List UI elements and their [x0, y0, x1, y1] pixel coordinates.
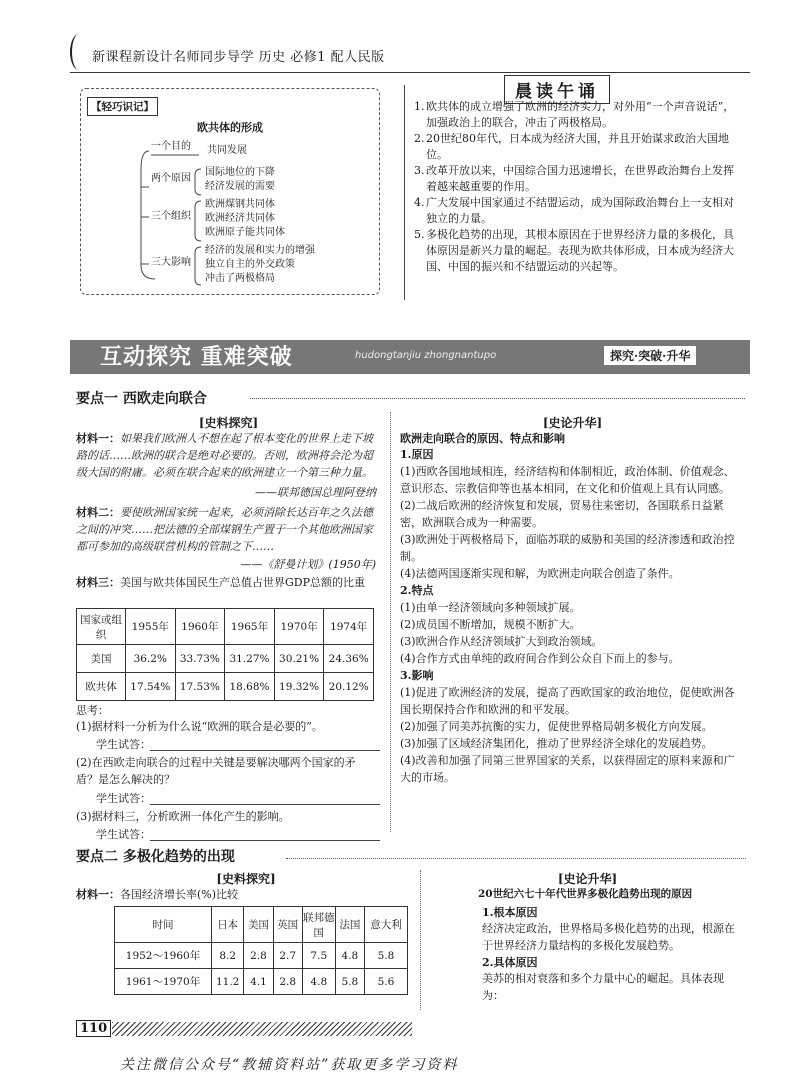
memo-item: 冲击了两极格局	[205, 273, 275, 284]
banner-tag: 探究·突破·升华	[604, 346, 696, 365]
table-header: 时间	[115, 907, 212, 943]
table-header: 1970年	[274, 609, 324, 645]
recite-box	[404, 75, 744, 300]
list-item: 3. 改革开放以来，中国综合国力迅速增长，在世界政治舞台上发挥着越来越重要的作用。	[414, 164, 734, 193]
material-1: 材料一：如果我们欧洲人不想在起了根本变化的世界上走下坡路的话……欧洲的联合是绝对必要的。否则，欧洲将会沦为超级大国的附庸。必须在联合起来的欧洲建立一个第三种力量。	[76, 432, 373, 479]
memo-tag: 【轻巧识记】	[87, 97, 158, 116]
list-item: (4)合作方式由单纯的政府间合作到公众自下而上的参与。	[400, 652, 680, 665]
table-header: 1974年	[324, 609, 374, 645]
header-title: 新课程新设计名师同步导学 历史 必修1 配人民版	[92, 50, 385, 65]
banner-pinyin: hudongtanjiu zhongnantupo	[355, 350, 497, 361]
summary-text: 美苏的相对衰落和多个力量中心的崛起。具体表现为：	[482, 972, 724, 1002]
table-header: 日本	[212, 907, 244, 943]
section1-right-heading: 欧洲走向联合的原因、特点和影响	[400, 432, 565, 445]
memo-item: 国际地位的下降	[205, 167, 275, 178]
memo-branch-label: 三个组织	[151, 211, 191, 222]
table-header: 1965年	[225, 609, 275, 645]
growth-table	[114, 906, 408, 995]
material-2: 材料二：要使欧洲国家统一起来，必须消除长达百年之久法德之间的冲突……把法德的全部煤钢生产置于一个其他欧洲国家都可参加的高级联营机构的管制之下……	[76, 506, 373, 553]
recite-title: 晨读午诵	[504, 75, 610, 104]
section2-rule	[286, 858, 746, 859]
column-divider	[390, 412, 391, 832]
summary-heading: 2.特点	[400, 584, 434, 597]
list-item: (2)二战后欧洲的经济恢复和发展，贸易往来密切，各国联系日益紧密，欧洲联合成为一种需要。	[400, 499, 724, 529]
question-3: (3)据材料三，分析欧洲一体化产生的影响。	[76, 810, 290, 823]
summary-heading: 1.原因	[400, 448, 434, 461]
memo-branch-label: 一个目的	[151, 141, 191, 152]
list-item: (4)改善和加强了同第三世界国家的关系，以获得固定的原料来源和广大的市场。	[400, 754, 735, 784]
section1-title: 要点一 西欧走向联合	[76, 391, 207, 407]
think-label: 思考：	[76, 704, 109, 717]
memo-branch-label: 三大影响	[151, 257, 191, 268]
table-header: 国家或组织	[77, 609, 126, 645]
material-2-source: ——《舒曼计划》(1950年)	[240, 558, 376, 571]
memo-title: 欧共体的形成	[197, 121, 263, 134]
header-rule	[70, 72, 750, 73]
list-item: 5. 多极化趋势的出现，其根本原因在于世界经济力量的多极化，具体原因是新兴力量的崛起。表现为欧共体形成，日本成为经济大国、中国的振兴和不结盟运动的兴起等。	[414, 228, 734, 273]
question-1: (1)据材料一分析为什么说“欧洲的联合是必要的”。	[76, 720, 323, 733]
section2-title: 要点二 多极化趋势的出现	[76, 849, 235, 865]
table-header: 法国	[335, 907, 364, 943]
memo-item: 独立自主的外交政策	[205, 259, 295, 270]
list-item: (1)由单一经济领域向多种领域扩展。	[400, 601, 581, 614]
table-row: 欧共体 17.54% 17.53% 18.68% 19.32% 20.12%	[77, 673, 374, 701]
table-header: 1960年	[175, 609, 225, 645]
material-1-source: ——联邦德国总理阿登纳	[255, 486, 376, 499]
answer-line[interactable]	[150, 804, 380, 805]
list-item: (3)欧洲处于两极格局下，面临苏联的威胁和美国的经济渗透和政治控制。	[400, 533, 735, 563]
gdp-table	[76, 608, 374, 701]
list-item: (2)加强了同美苏抗衡的实力，促使世界格局朝多极化方向发展。	[400, 720, 713, 733]
footer-note: 关注微信公众号“教辅资料站”获取更多学习资料	[120, 1057, 459, 1073]
section1-rule	[250, 398, 745, 399]
table-header: 意大利	[365, 907, 408, 943]
table-row: 1952～1960年 8.2 2.8 2.7 7.5 4.8 5.8	[115, 943, 408, 969]
list-item: 2. 20世纪80年代，日本成为经济大国，并且开始谋求政治大国地位。	[414, 132, 729, 161]
answer-label: 学生试答：	[96, 738, 151, 751]
section2-material-1: 材料一：各国经济增长率(%)比较	[76, 888, 239, 901]
list-item: 1. 欧共体的成立增强了欧洲的经济实力，对外用“一个声音说话”，加强政治上的联合，冲击了两极格局。	[414, 100, 735, 129]
section1-right-subtitle: [史论升华]	[542, 416, 603, 430]
answer-line[interactable]	[150, 750, 380, 751]
memo-branch-label: 两个原因	[151, 173, 191, 184]
section1-left-subtitle: [史料探究]	[198, 416, 259, 430]
memo-item: 欧洲原子能共同体	[205, 227, 285, 238]
summary-heading: 2.具体原因	[482, 956, 538, 969]
summary-text: 经济决定政治，世界格局多极化趋势的出现，根源在于世界经济力量结构的多极化发展趋势。	[482, 922, 735, 952]
section2-right-subtitle: [史论升华]	[557, 872, 618, 886]
answer-label: 学生试答：	[96, 828, 151, 841]
list-item: (3)欧洲合作从经济领域扩大到政治领域。	[400, 635, 603, 648]
page-number: 110	[76, 1020, 111, 1037]
list-item: (1)促进了欧洲经济的发展，提高了西欧国家的政治地位，促使欧洲各国长期保持合作和欧洲的和平发展。	[400, 686, 735, 716]
list-item: (3)加强了区域经济集团化，推动了世界经济全球化的发展趋势。	[400, 737, 713, 750]
answer-label: 学生试答：	[96, 792, 151, 805]
summary-list	[400, 446, 745, 786]
memo-item: 经济发展的需要	[205, 181, 275, 192]
memo-item: 欧洲煤钢共同体	[205, 199, 275, 210]
answer-line[interactable]	[150, 840, 380, 841]
section2-left-subtitle: [史料探究]	[216, 872, 276, 886]
memo-item: 欧洲经济共同体	[205, 213, 275, 224]
section2-right-heading: 20世纪六七十年代世界多极化趋势出现的原因	[478, 888, 693, 900]
table-header: 1955年	[126, 609, 176, 645]
banner-title: 互动探究 重难突破	[100, 344, 293, 370]
table-header: 美国	[244, 907, 273, 943]
summary-heading: 1.根本原因	[482, 906, 538, 919]
table-header: 英国	[273, 907, 302, 943]
header-ornament	[70, 34, 88, 70]
memo-item: 共同发展	[207, 145, 247, 156]
recite-list	[414, 99, 739, 275]
list-item: (2)成员国不断增加，规模不断扩大。	[400, 618, 581, 631]
table-header: 联邦德国	[302, 907, 335, 943]
list-item: (4)法德两国逐渐实现和解，为欧洲走向联合创造了条件。	[400, 567, 680, 580]
column-divider	[420, 870, 421, 1010]
memo-item: 经济的发展和实力的增强	[205, 245, 315, 256]
list-item: (1)西欧各国地域相连，经济结构和体制相近，政治体制、价值观念、意识形态、宗教信仰等也基本相同，在文化和价值观上具有认同感。	[400, 465, 735, 495]
summary-heading: 3.影响	[400, 669, 434, 682]
footer-hatch	[112, 1022, 412, 1036]
table-row: 1961～1970年 11.2 4.1 2.8 4.8 5.8 5.6	[115, 969, 408, 995]
material-3: 材料三：美国与欧共体国民生产总值占世界GDP总额的比重	[76, 576, 366, 589]
list-item: 4. 广大发展中国家通过不结盟运动，成为国际政治舞台上一支相对独立的力量。	[414, 196, 734, 225]
table-row: 美国 36.2% 33.73% 31.27% 30.21% 24.36%	[77, 645, 374, 673]
memo-box	[80, 88, 380, 295]
question-2: (2)在西欧走向联合的过程中关键是要解决哪两个国家的矛盾？是怎么解决的？	[76, 756, 356, 786]
